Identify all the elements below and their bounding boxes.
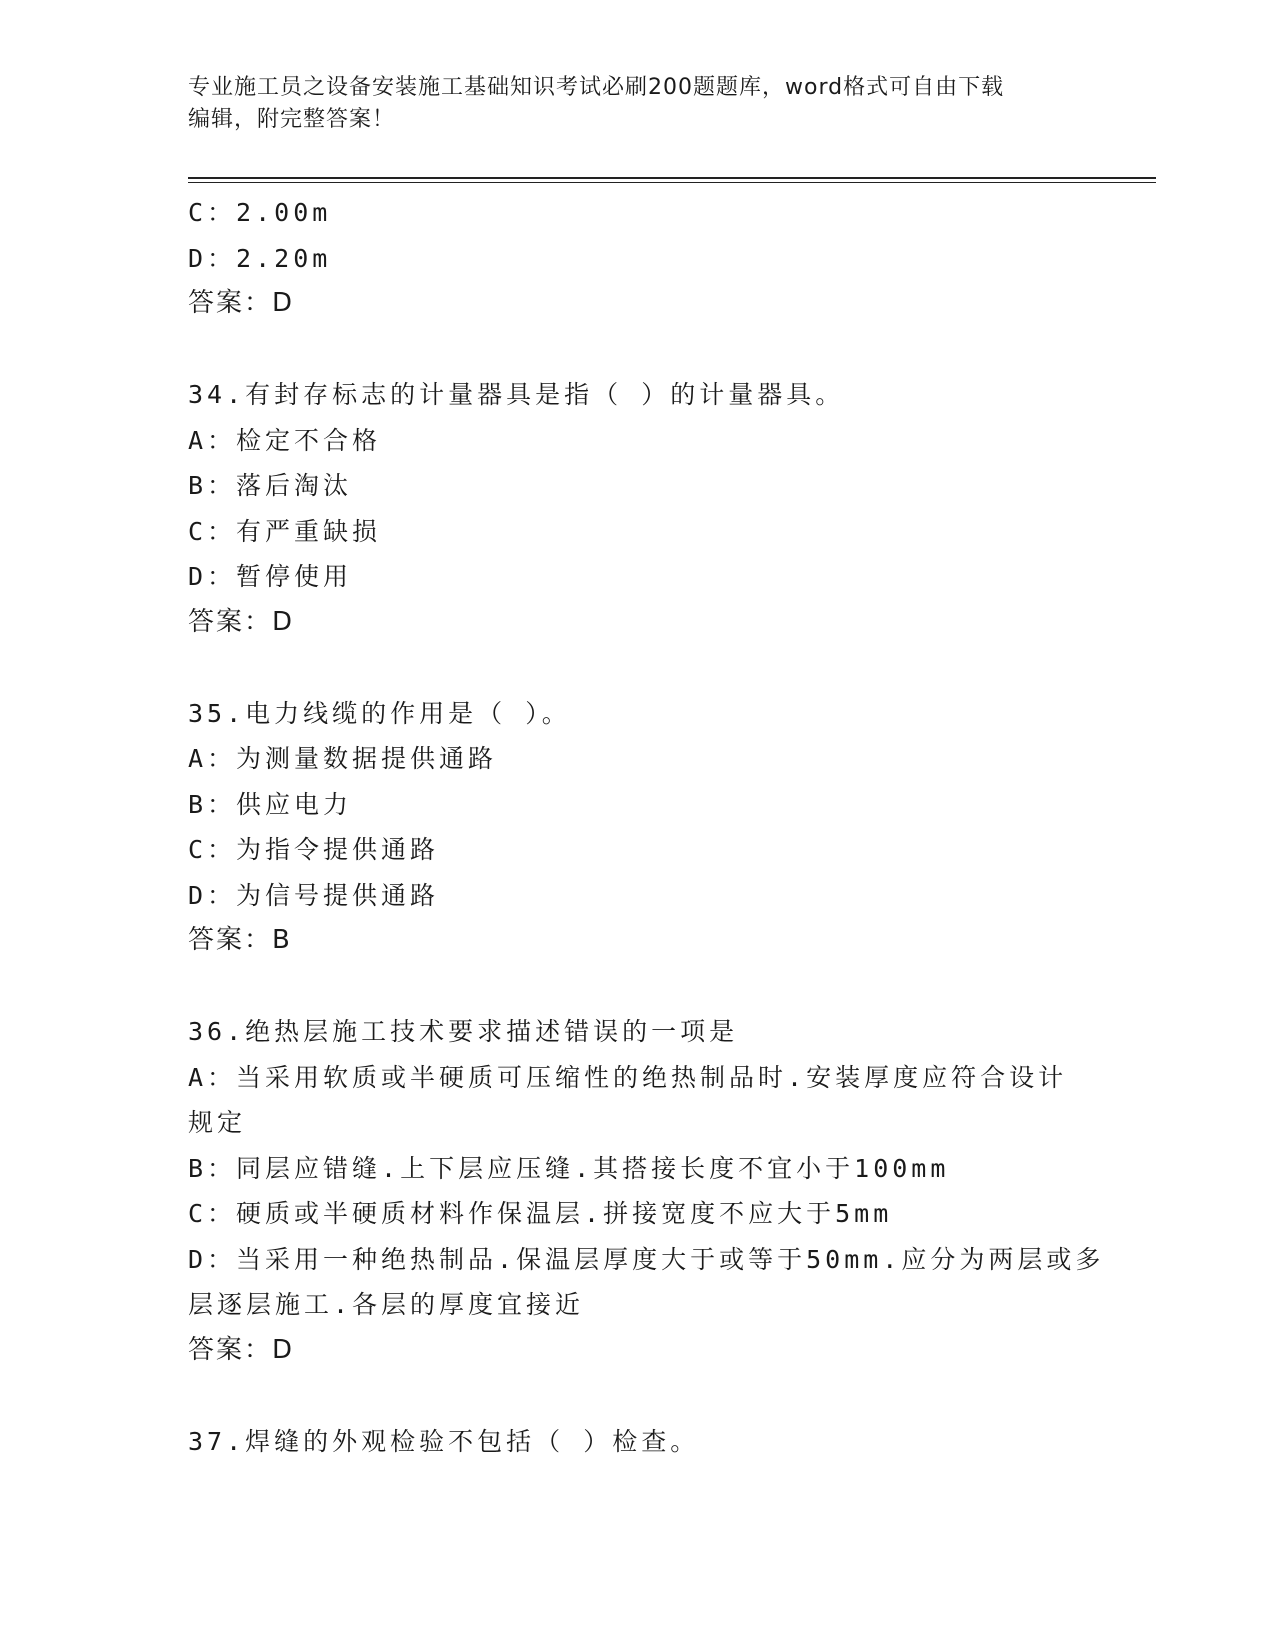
option-c: C：为指令提供通路 bbox=[188, 835, 440, 864]
option-a: A：检定不合格 bbox=[188, 425, 382, 455]
question-text: 36.绝热层施工技术要求描述错误的一项是 bbox=[188, 1017, 739, 1046]
header-divider-thick bbox=[188, 177, 1156, 179]
answer-line: 答案：D bbox=[188, 606, 295, 637]
question-list bbox=[188, 190, 1105, 1464]
option-d: D：暂停使用 bbox=[188, 562, 353, 591]
question-block-34 bbox=[188, 372, 1088, 645]
option-a-line1: A：当采用软质或半硬质可压缩性的绝热制品时.安装厚度应符合设计 bbox=[188, 1062, 1068, 1092]
answer-line: 答案：B bbox=[188, 925, 292, 955]
option-d: D：2.20m bbox=[188, 243, 332, 273]
question-block-35 bbox=[188, 691, 1088, 964]
header-title-line1: 专业施工员之设备安装施工基础知识考试必刷200题题库，word格式可自由下载 bbox=[188, 75, 1005, 100]
question-text: 34.有封存标志的计量器具是指（ ）的计量器具。 bbox=[188, 380, 845, 409]
document-header bbox=[188, 72, 1068, 136]
answer-line: 答案：D bbox=[188, 288, 295, 318]
header-title-line2: 编辑，附完整答案！ bbox=[188, 107, 396, 132]
option-b: B：落后淘汰 bbox=[188, 471, 353, 500]
option-d-line2: 层逐层施工.各层的厚度宜接近 bbox=[188, 1290, 585, 1319]
option-b: B：供应电力 bbox=[188, 789, 353, 819]
option-c: C：有严重缺损 bbox=[188, 516, 382, 546]
question-block-37 bbox=[188, 1419, 1088, 1465]
question-block-36 bbox=[188, 1009, 1105, 1373]
question-text: 35.电力线缆的作用是（ ）。 bbox=[188, 698, 571, 728]
answer-line: 答案：D bbox=[188, 1334, 295, 1365]
header-divider-thin bbox=[188, 182, 1156, 183]
option-d-line1: D：当采用一种绝热制品.保温层厚度大于或等于50mm.应分为两层或多 bbox=[188, 1244, 1105, 1274]
option-a-line2: 规定 bbox=[188, 1108, 247, 1137]
option-c: C：硬质或半硬质材料作保温层.拼接宽度不应大于5mm bbox=[188, 1199, 893, 1228]
option-b: B：同层应错缝.上下层应压缝.其搭接长度不宜小于100mm bbox=[188, 1153, 950, 1183]
option-c: C：2.00m bbox=[188, 198, 332, 227]
question-block-partial bbox=[188, 190, 1088, 327]
option-d: D：为信号提供通路 bbox=[188, 880, 440, 910]
option-a: A：为测量数据提供通路 bbox=[188, 744, 498, 773]
question-text: 37.焊缝的外观检验不包括（ ）检查。 bbox=[188, 1426, 700, 1456]
